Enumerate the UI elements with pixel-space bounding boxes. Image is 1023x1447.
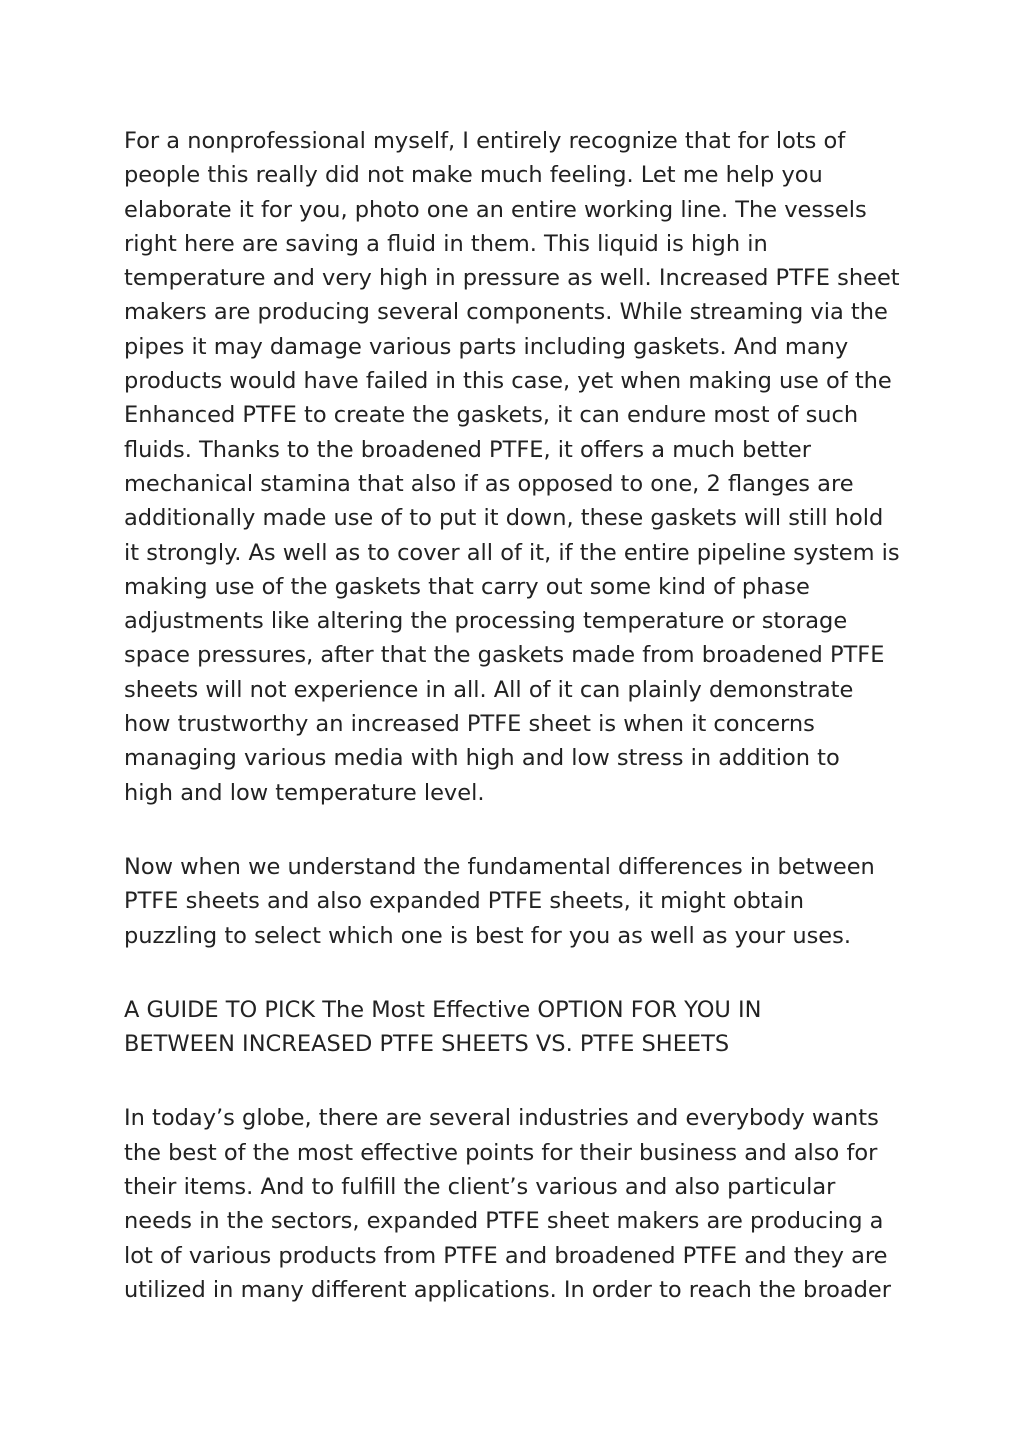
- text-line: puzzling to select which one is best for you as well as your uses.: [124, 922, 852, 949]
- text-line: managing various media with high and low stress in addition to: [124, 745, 840, 772]
- text-line: lot of various products from PTFE and broadened PTFE and they are: [124, 1242, 888, 1269]
- text-line: elaborate it for you, photo one an entire working line. The vessels: [124, 196, 867, 223]
- text-line: PTFE sheets and also expanded PTFE sheets, it might obtain: [124, 888, 805, 915]
- text-line: pipes it may damage various parts including gaskets. And many: [124, 333, 849, 360]
- paragraph-ptfe-explanation: [124, 124, 902, 810]
- text-line: high and low temperature level.: [124, 779, 485, 806]
- text-line: people this really did not make much feeling. Let me help you: [124, 162, 823, 189]
- text-line: fluids. Thanks to the broadened PTFE, it offers a much better: [124, 436, 812, 463]
- text-line: products would have failed in this case, yet when making use of the: [124, 368, 892, 395]
- text-line: additionally made use of to put it down, these gaskets will still hold: [124, 505, 884, 532]
- text-line: right here are saving a fluid in them. This liquid is high in: [124, 230, 768, 257]
- text-line: mechanical stamina that also if as opposed to one, 2 flanges are: [124, 470, 854, 497]
- text-line: utilized in many different applications. In order to reach the broader: [124, 1276, 892, 1303]
- text-line: the best of the most effective points for their business and also for: [124, 1139, 878, 1166]
- text-line: For a nonprofessional myself, I entirely recognize that for lots of: [124, 128, 846, 154]
- text-line: In today’s globe, there are several industries and everybody wants: [124, 1105, 879, 1132]
- text-line: Enhanced PTFE to create the gaskets, it can endure most of such: [124, 402, 859, 429]
- section-heading: [124, 993, 902, 1062]
- text-line: adjustments like altering the processing temperature or storage: [124, 608, 848, 635]
- text-line: temperature and very high in pressure as well. Increased PTFE sheet: [124, 265, 900, 292]
- text-line: needs in the sectors, expanded PTFE sheet makers are producing a: [124, 1208, 884, 1235]
- text-line: making use of the gaskets that carry out some kind of phase: [124, 573, 810, 600]
- heading-line: BETWEEN INCREASED PTFE SHEETS VS. PTFE SHEETS: [124, 1031, 730, 1058]
- text-line: space pressures, after that the gaskets made from broadened PTFE: [124, 642, 885, 669]
- text-line: Now when we understand the fundamental differences in between: [124, 853, 875, 880]
- heading-line: A GUIDE TO PICK The Most Effective OPTION FOR YOU IN: [124, 996, 762, 1023]
- paragraph-differences: [124, 850, 902, 953]
- document-body: [124, 124, 902, 1347]
- text-line: sheets will not experience in all. All of it can plainly demonstrate: [124, 676, 854, 703]
- text-line: their items. And to fulfill the client’s various and also particular: [124, 1174, 836, 1201]
- text-line: it strongly. As well as to cover all of it, if the entire pipeline system is: [124, 539, 900, 566]
- paragraph-industries: [124, 1101, 902, 1307]
- text-line: how trustworthy an increased PTFE sheet is when it concerns: [124, 711, 815, 738]
- text-line: makers are producing several components. While streaming via the: [124, 299, 888, 326]
